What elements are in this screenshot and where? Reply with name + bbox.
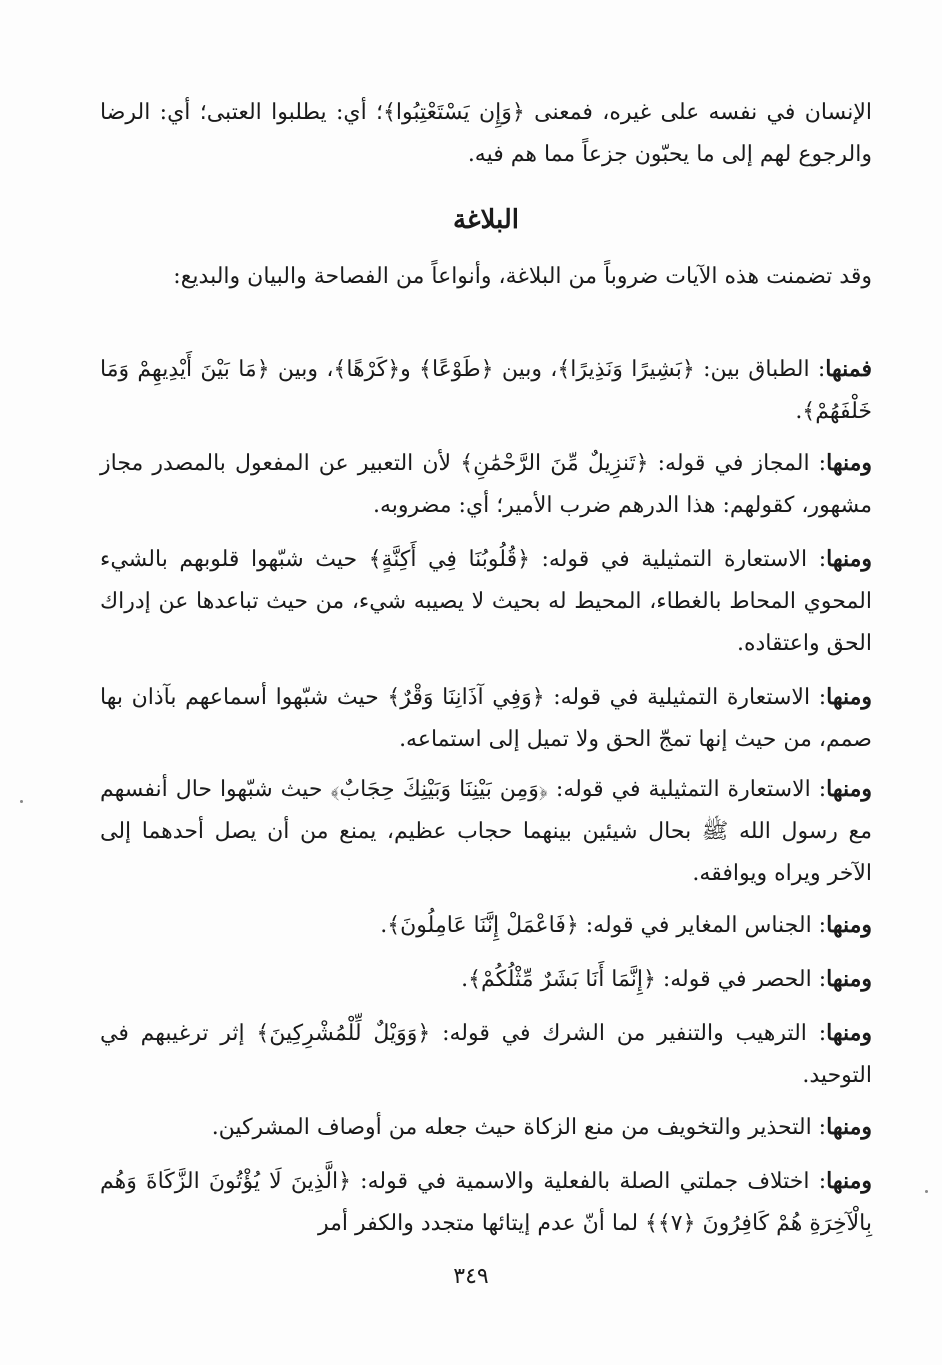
paragraph-text: : الاستعارة التمثيلية في قوله: ﴿قُلُوبُنَا فِي أَكِنَّةٍ﴾ حيث شبّهوا قلوبهم بالشيء المحوي المحاط بالغطاء، المحيط له بحيث لا يصيبه شيء، من حيث تباعدها عن إدراك الحق واعتقاده.	[100, 547, 872, 656]
paragraph-lead: ومنها	[826, 546, 872, 572]
paragraph-text: : الاستعارة التمثيلية في قوله: ﴿وَفِي آذَانِنَا وَقْرٌ﴾ حيث شبّهوا أسماعهم بآذان بها صمم، من حيث إنها تمجّ الحق ولا تميل إلى استماعه.	[100, 685, 872, 752]
paragraph-istiara-1	[100, 538, 872, 665]
paragraph-tahdhir	[100, 1106, 872, 1149]
paragraph-lead: ومنها	[826, 450, 872, 476]
paragraph-lead: ومنها	[826, 1114, 872, 1140]
paragraph-text: : الطباق بين: ﴿بَشِيرًا وَنَذِيرًا﴾، وبين ﴿طَوْعًا﴾ و﴿كَرْهًا﴾، وبين ﴿مَا بَيْنَ أَيْدِيهِمْ وَمَا خَلْفَهُمْ﴾.	[100, 357, 872, 424]
paragraph-text: : الترهيب والتنفير من الشرك في قوله: ﴿وَوَيْلٌ لِّلْمُشْرِكِينَ﴾ إثر ترغيبهم في التوحيد.	[100, 1021, 872, 1088]
paragraph-istiara-2	[100, 676, 872, 761]
paragraph-lead: ومنها	[826, 966, 872, 992]
paragraph-tarhib	[100, 1012, 872, 1097]
section-heading: البلاغة	[452, 205, 520, 235]
paragraph-majaz	[100, 442, 872, 527]
paragraph-lead: فمنها	[825, 356, 872, 382]
scan-speck	[925, 1190, 928, 1193]
paragraph-text: وقد تضمنت هذه الآيات ضروباً من البلاغة، وأنواعاً من الفصاحة والبيان والبديع:	[173, 264, 872, 289]
paragraph-intro	[100, 92, 872, 176]
paragraph-text: : الحصر في قوله: ﴿إِنَّمَا أَنَا بَشَرٌ مِّثْلُكُمْ﴾.	[461, 967, 827, 992]
paragraph-text: : التحذير والتخويف من منع الزكاة حيث جعله من أوصاف المشركين.	[211, 1115, 827, 1140]
paragraph-text: : الجناس المغاير في قوله: ﴿فَاعْمَلْ إِنَّنَا عَامِلُونَ﴾.	[380, 913, 827, 938]
paragraph-lead: ومنها	[826, 1168, 872, 1194]
paragraph-text: : المجاز في قوله: ﴿تَنزِيلٌ مِّنَ الرَّحْمَٰنِ﴾ لأن التعبير عن المفعول بالمصدر مجاز مشهور، كقولهم: هذا الدرهم ضرب الأمير؛ أي: مضروبه.	[100, 451, 872, 518]
paragraph-lead: ومنها	[826, 684, 872, 710]
paragraph-hasr	[100, 958, 872, 1001]
paragraph-tibaq	[100, 348, 872, 433]
scan-speck	[20, 800, 23, 803]
paragraph-lead: ومنها	[826, 912, 872, 938]
page-number: ٣٤٩	[453, 1264, 489, 1289]
paragraph-text: : الاستعارة التمثيلية في قوله: ﴿وَمِن بَيْنِنَا وَبَيْنِكَ حِجَابٌ﴾ حيث شبّهوا حال أنفسهم مع رسول الله ﷺ بحال شيئين بينهما حجاب عظيم، يمنع من أن يصل أحدهما إلى الآخر ويراه ويوافقه.	[100, 777, 872, 886]
paragraph-lead: ومنها	[826, 1020, 872, 1046]
paragraph-text: الإنسان في نفسه على غيره، فمعنى ﴿وَإِن يَسْتَعْتِبُوا﴾؛ أي: يطلبوا العتبى؛ أي: الرضا والرجوع لهم إلى ما يحبّون جزعاً مما هم فيه.	[100, 100, 872, 167]
paragraph-lead: ومنها	[826, 776, 872, 802]
paragraph-balagha-intro	[100, 256, 872, 298]
paragraph-jinas	[100, 904, 872, 947]
paragraph-text: : اختلاف جملتي الصلة بالفعلية والاسمية في قوله: ﴿الَّذِينَ لَا يُؤْتُونَ الزَّكَاةَ وَهُم بِالْآخِرَةِ هُمْ كَافِرُونَ ﴿٧﴾﴾ لما أنّ عدم إيتائها متجدد والكفر أمر	[100, 1169, 872, 1236]
paragraph-ikhtilaf	[100, 1160, 872, 1245]
paragraph-istiara-3	[100, 768, 872, 895]
